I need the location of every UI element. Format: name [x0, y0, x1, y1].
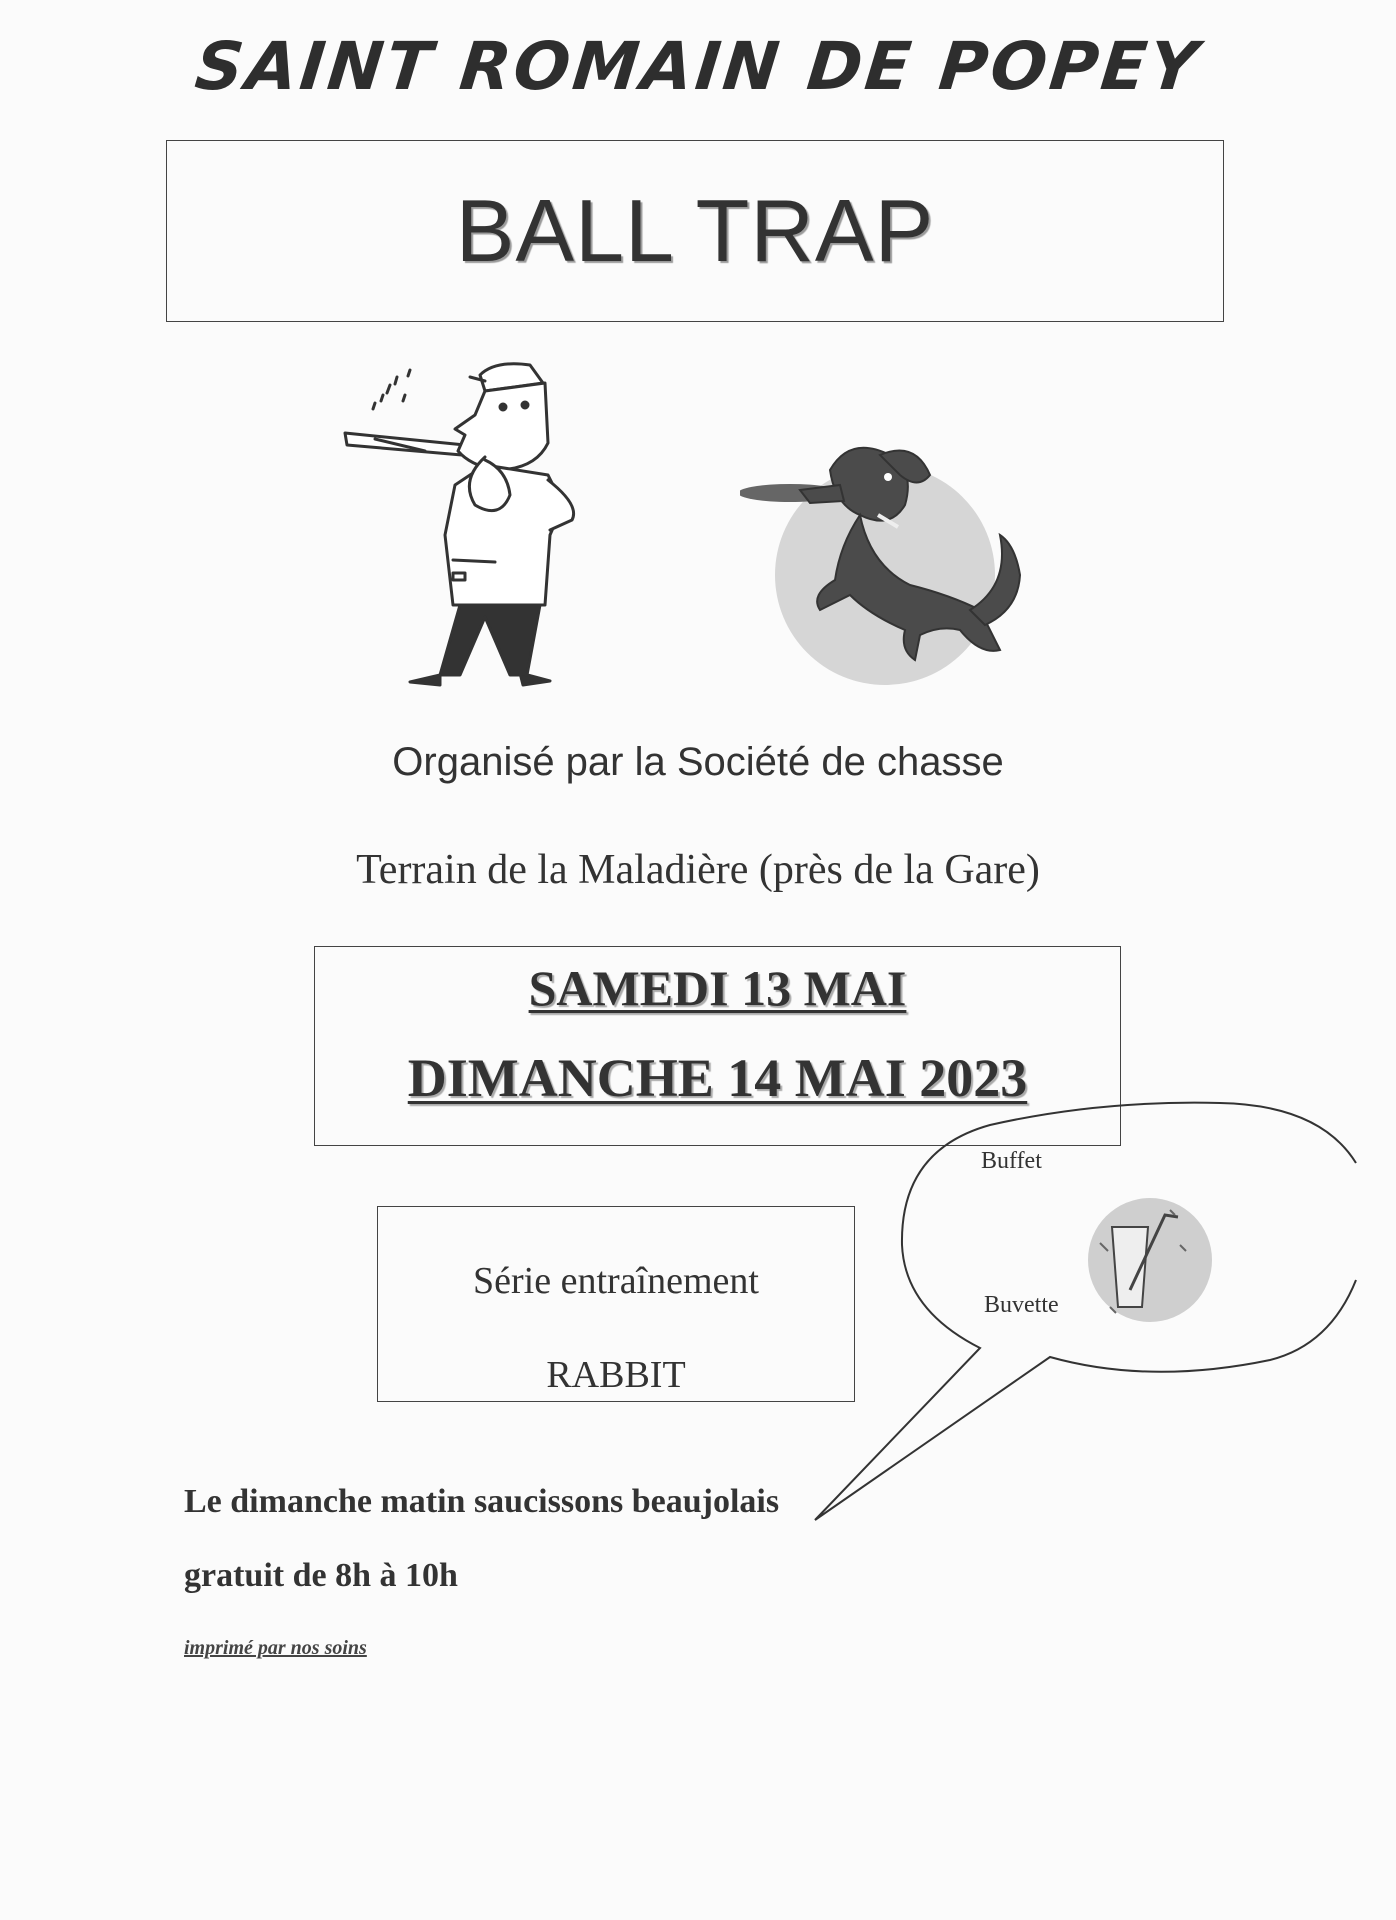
glass-with-straw-icon: [1088, 1198, 1212, 1322]
practice-series: Série entraînement: [473, 1260, 759, 1302]
title-box: [166, 140, 1224, 322]
event-title: BALL TRAP: [455, 181, 935, 280]
venue-text: Terrain de la Maladière (près de la Gare): [356, 847, 1040, 893]
town-heading: SAINT ROMAIN DE POPEY: [191, 28, 1205, 105]
buvette-text: Buvette: [984, 1292, 1059, 1318]
morning-offer-line2: gratuit de 8h à 10h: [184, 1557, 458, 1594]
hunter-with-rifle-icon: [335, 355, 635, 695]
speech-bubble: [800, 1095, 1360, 1535]
morning-offer-line1: Le dimanche matin saucissons beaujolais: [184, 1483, 780, 1520]
printed-note: imprimé par nos soins: [184, 1637, 367, 1659]
dog-catching-frisbee-icon: [740, 435, 1100, 685]
practice-box: [377, 1206, 855, 1402]
date-saturday: SAMEDI 13 MAI: [528, 960, 907, 1016]
date-sunday: DIMANCHE 14 MAI 2023: [407, 1048, 1028, 1108]
buffet-text: Buffet: [981, 1148, 1042, 1174]
organiser-text: Organisé par la Société de chasse: [392, 740, 1004, 784]
practice-rabbit: RABBIT: [546, 1354, 686, 1396]
